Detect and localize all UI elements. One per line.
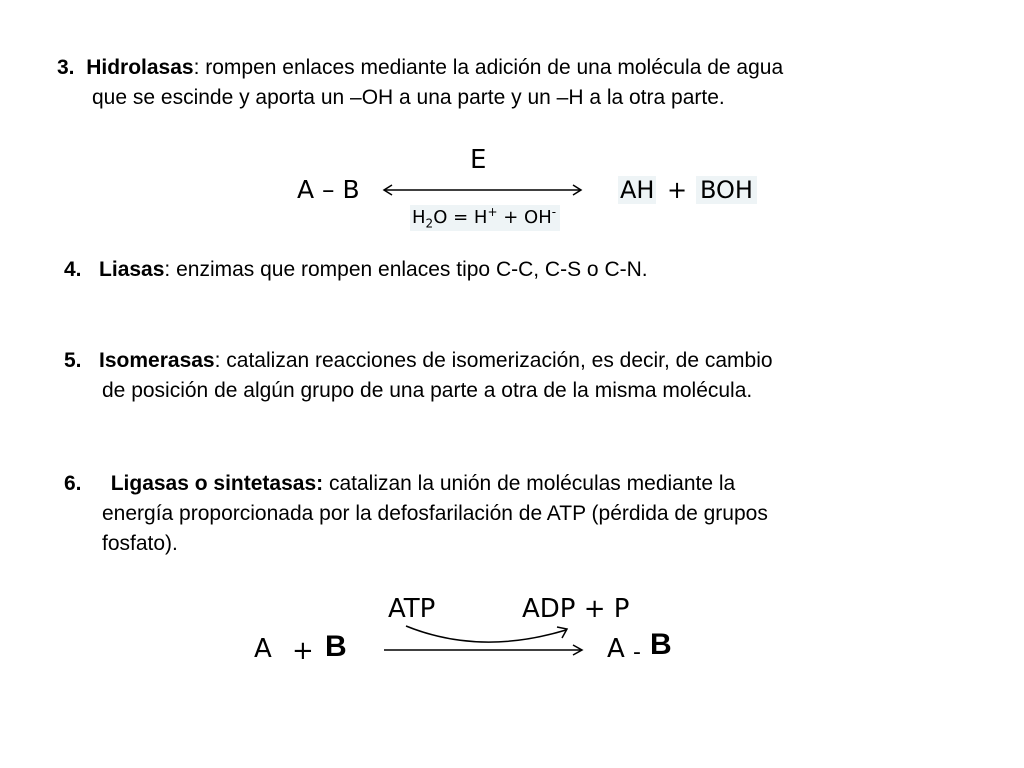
item-number: 3. [57, 56, 75, 79]
item-4-line-1 [64, 255, 648, 285]
item-text: de posición de algún grupo de una parte a otra de la misma molécula. [102, 379, 753, 402]
item-5-line-1 [64, 346, 773, 376]
product-boh: BOH [696, 176, 757, 204]
item-5-line-2 [64, 376, 773, 406]
product-plus: + [667, 176, 688, 204]
enzyme-label: E [470, 145, 487, 175]
item-isomerasas [64, 346, 773, 406]
item-text: : catalizan reacciones de isomerización, es decir, de cambio [214, 349, 773, 372]
item-term: Ligasas o sintetasas: [110, 472, 324, 495]
water-o: O = [433, 207, 474, 228]
ion-plus: + [497, 207, 525, 228]
item-ligasas [64, 469, 768, 559]
reactant-ab: A – B [297, 175, 360, 204]
item-6-line-2 [64, 499, 768, 529]
item-3-line-1 [57, 53, 783, 83]
item-text: energía proporcionada por la defosfarilación de ATP (pérdida de grupos [102, 502, 768, 525]
product-ah: AH [620, 176, 655, 204]
forward-arrow [382, 642, 588, 658]
item-number: 6. [64, 472, 82, 495]
reversible-arrow [380, 182, 585, 198]
item-text: : enzimas que rompen enlaces tipo C-C, C-S o C-N. [164, 258, 648, 281]
oh-ion: OH [524, 207, 552, 228]
reactant-a: A [254, 634, 272, 664]
item-number: 5. [64, 349, 82, 372]
reactant-plus: + [292, 636, 314, 666]
item-term: Isomerasas [99, 349, 215, 372]
atp-label: ATP [388, 594, 436, 624]
product-b: B [650, 628, 672, 661]
item-text: catalizan la unión de moléculas mediante la [323, 472, 736, 495]
item-term: Hidrolasas [86, 56, 194, 79]
reactant-b: B [325, 630, 347, 663]
oh-charge: - [551, 205, 557, 219]
item-liasas [64, 255, 648, 285]
water-equation [410, 205, 560, 231]
item-6-line-1 [64, 469, 768, 499]
item-text: : rompen enlaces mediante la adición de una molécula de agua [193, 56, 784, 79]
adp-label: ADP + P [522, 594, 630, 624]
h-charge: + [487, 205, 498, 219]
water-subscript: 2 [425, 216, 434, 231]
item-term: Liasas [99, 258, 165, 281]
item-hidrolasas [57, 53, 783, 113]
item-text: que se escinde y aporta un –OH a una parte y un –H a la otra parte. [92, 86, 725, 109]
item-6-line-3 [64, 529, 768, 559]
item-text: fosfato). [102, 532, 178, 555]
item-3-line-2 [57, 83, 783, 113]
water-h: H [412, 207, 426, 228]
h-ion: H [473, 207, 488, 228]
product-a: A [607, 634, 625, 664]
item-number: 4. [64, 258, 82, 281]
product-dash: - [633, 640, 641, 665]
